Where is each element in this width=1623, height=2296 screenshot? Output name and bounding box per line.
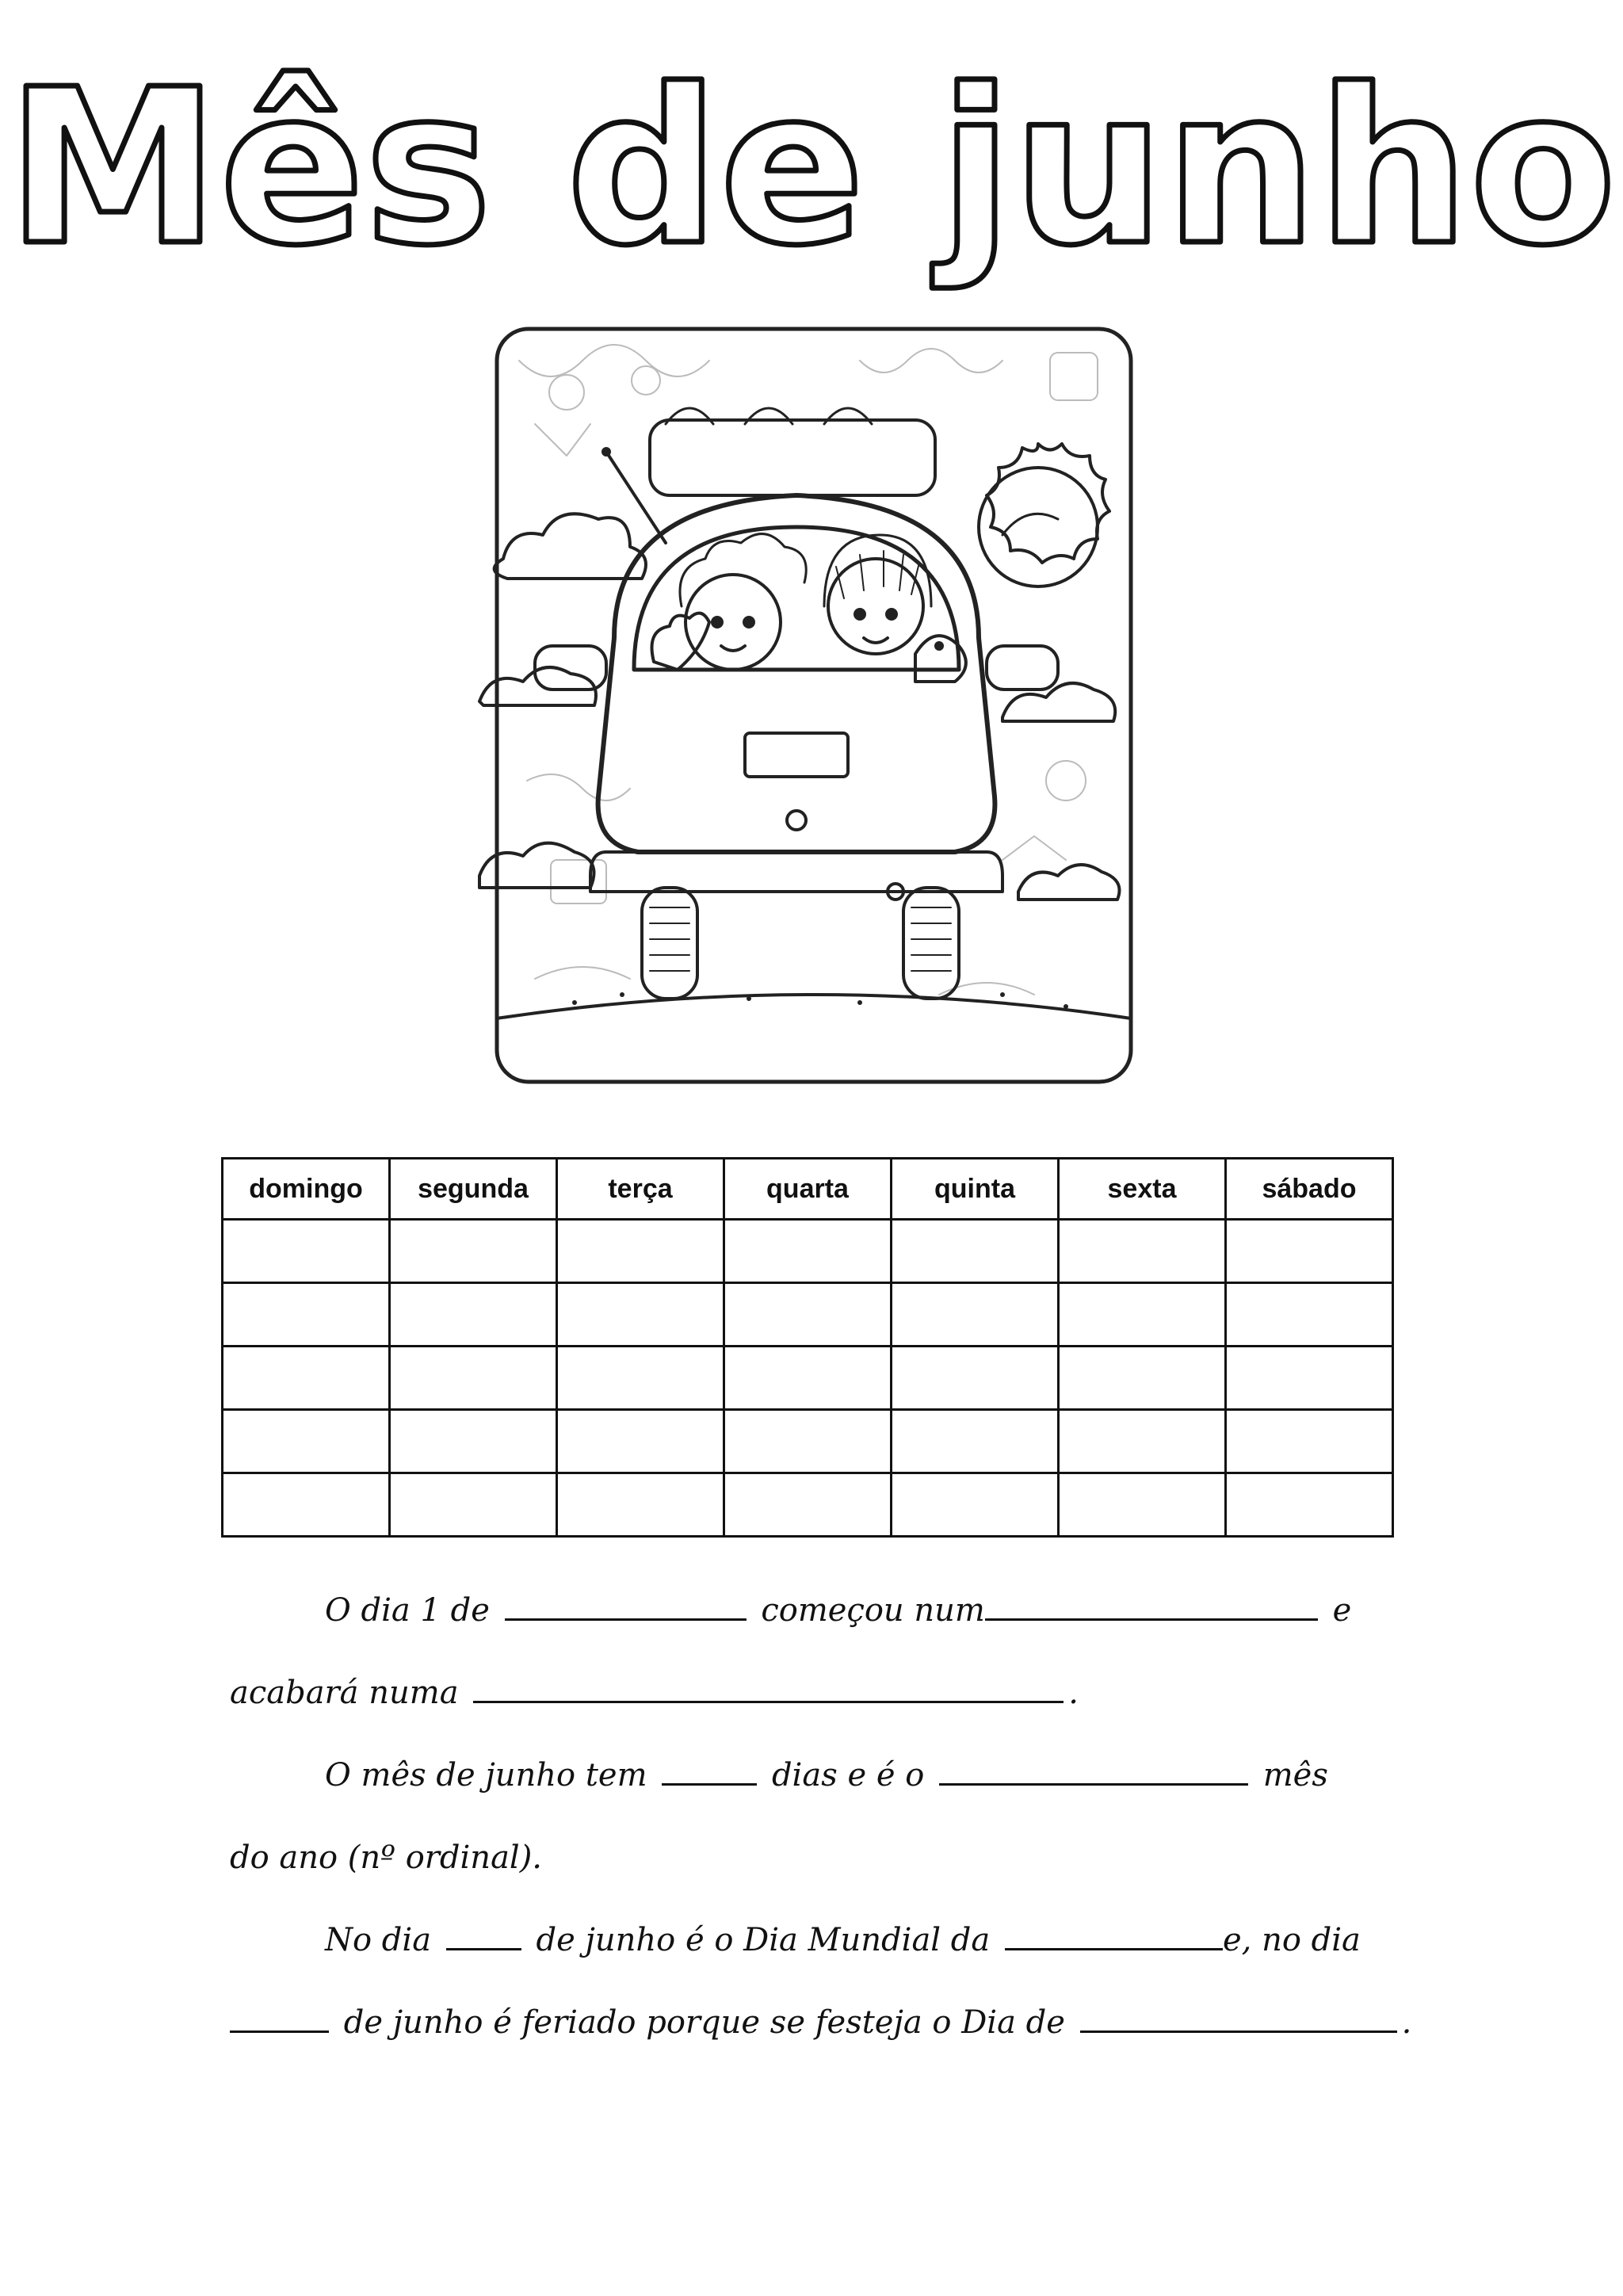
- calendar-day-cell[interactable]: [223, 1347, 390, 1410]
- calendar-day-cell[interactable]: [390, 1473, 557, 1537]
- calendar-day-cell[interactable]: [1226, 1220, 1393, 1283]
- calendar-day-cell[interactable]: [1059, 1473, 1226, 1537]
- calendar-day-cell[interactable]: [892, 1220, 1059, 1283]
- sentence-line-5: [230, 1899, 1403, 1981]
- day-header-domingo: domingo: [223, 1159, 390, 1220]
- calendar-week-row: [223, 1283, 1393, 1347]
- blank-world-day[interactable]: [1005, 1921, 1223, 1950]
- calendar-day-cell[interactable]: [1226, 1283, 1393, 1347]
- sentence-line-3: [230, 1734, 1403, 1817]
- car-illustration: [448, 305, 1173, 1098]
- day-header-segunda: segunda: [390, 1159, 557, 1220]
- blank-day-number-1[interactable]: [446, 1921, 521, 1950]
- blank-start-weekday[interactable]: [985, 1591, 1318, 1621]
- text-s3-c: e, no dia: [1222, 1922, 1361, 1958]
- calendar-day-cell[interactable]: [892, 1473, 1059, 1537]
- blank-holiday-name[interactable]: [1080, 2004, 1397, 2033]
- calendar-day-cell[interactable]: [724, 1473, 892, 1537]
- calendar-day-cell[interactable]: [223, 1473, 390, 1537]
- calendar-day-cell[interactable]: [390, 1347, 557, 1410]
- calendar-day-cell[interactable]: [557, 1347, 724, 1410]
- calendar-day-cell[interactable]: [557, 1410, 724, 1473]
- calendar-day-cell[interactable]: [223, 1220, 390, 1283]
- calendar-week-row: [223, 1473, 1393, 1537]
- calendar-day-cell[interactable]: [1059, 1283, 1226, 1347]
- calendar-day-cell[interactable]: [1226, 1347, 1393, 1410]
- text-s1-c: e: [1332, 1592, 1352, 1629]
- calendar-day-cell[interactable]: [390, 1283, 557, 1347]
- blank-days-count[interactable]: [662, 1756, 757, 1786]
- blank-day-number-2[interactable]: [230, 2004, 329, 2033]
- day-header-quinta: quinta: [892, 1159, 1059, 1220]
- calendar-day-cell[interactable]: [1059, 1410, 1226, 1473]
- day-header-sabado: sábado: [1226, 1159, 1393, 1220]
- calendar-day-cell[interactable]: [557, 1220, 724, 1283]
- calendar-body: [223, 1220, 1393, 1537]
- day-header-sexta: sexta: [1059, 1159, 1226, 1220]
- calendar-week-row: [223, 1410, 1393, 1473]
- calendar-day-cell[interactable]: [724, 1220, 892, 1283]
- calendar-table: [221, 1157, 1394, 1538]
- calendar-day-cell[interactable]: [390, 1220, 557, 1283]
- text-s1-e: .: [1068, 1675, 1079, 1711]
- calendar-day-cell[interactable]: [1226, 1410, 1393, 1473]
- calendar-header-row: [223, 1159, 1393, 1220]
- calendar-day-cell[interactable]: [557, 1473, 724, 1537]
- calendar-day-cell[interactable]: [1059, 1220, 1226, 1283]
- text-s1-a: O dia 1 de: [325, 1592, 490, 1629]
- sentence-line-4: [230, 1817, 1403, 1899]
- sentence-line-2: [230, 1652, 1403, 1734]
- text-s3-b: de junho é o Dia Mundial da: [536, 1922, 991, 1958]
- day-header-quarta: quarta: [724, 1159, 892, 1220]
- calendar-week-row: [223, 1347, 1393, 1410]
- calendar-day-cell[interactable]: [892, 1410, 1059, 1473]
- text-s3-d: de junho é feriado porque se festeja o Dia de: [343, 2004, 1065, 2041]
- calendar-week-row: [223, 1220, 1393, 1283]
- title-text: Mês de junho: [6, 43, 1617, 292]
- calendar-day-cell[interactable]: [892, 1347, 1059, 1410]
- text-s1-b: começou num: [761, 1592, 985, 1629]
- text-s1-d: acabará numa: [230, 1675, 459, 1711]
- text-s3-a: No dia: [325, 1922, 432, 1958]
- calendar-day-cell[interactable]: [223, 1283, 390, 1347]
- calendar-day-cell[interactable]: [724, 1410, 892, 1473]
- calendar-day-cell[interactable]: [724, 1347, 892, 1410]
- blank-month[interactable]: [505, 1591, 747, 1621]
- calendar-day-cell[interactable]: [724, 1283, 892, 1347]
- day-header-terca: terça: [557, 1159, 724, 1220]
- sentence-line-6: [230, 1981, 1412, 2064]
- text-s2-d: do ano (nº ordinal).: [230, 1839, 543, 1876]
- sentence-line-1: [230, 1569, 1403, 1652]
- text-s3-e: .: [1401, 2004, 1412, 2041]
- calendar-day-cell[interactable]: [1226, 1473, 1393, 1537]
- blank-ordinal[interactable]: [939, 1756, 1248, 1786]
- calendar-day-cell[interactable]: [1059, 1347, 1226, 1410]
- text-s2-b: dias e é o: [771, 1757, 925, 1794]
- blank-end-weekday[interactable]: [473, 1674, 1064, 1703]
- text-s2-c: mês: [1262, 1757, 1328, 1794]
- calendar-day-cell[interactable]: [390, 1410, 557, 1473]
- page-title: [0, 32, 1623, 301]
- exercise-text: [230, 1569, 1412, 2064]
- text-s2-a: O mês de junho tem: [325, 1757, 647, 1794]
- calendar-day-cell[interactable]: [892, 1283, 1059, 1347]
- calendar-day-cell[interactable]: [223, 1410, 390, 1473]
- calendar-day-cell[interactable]: [557, 1283, 724, 1347]
